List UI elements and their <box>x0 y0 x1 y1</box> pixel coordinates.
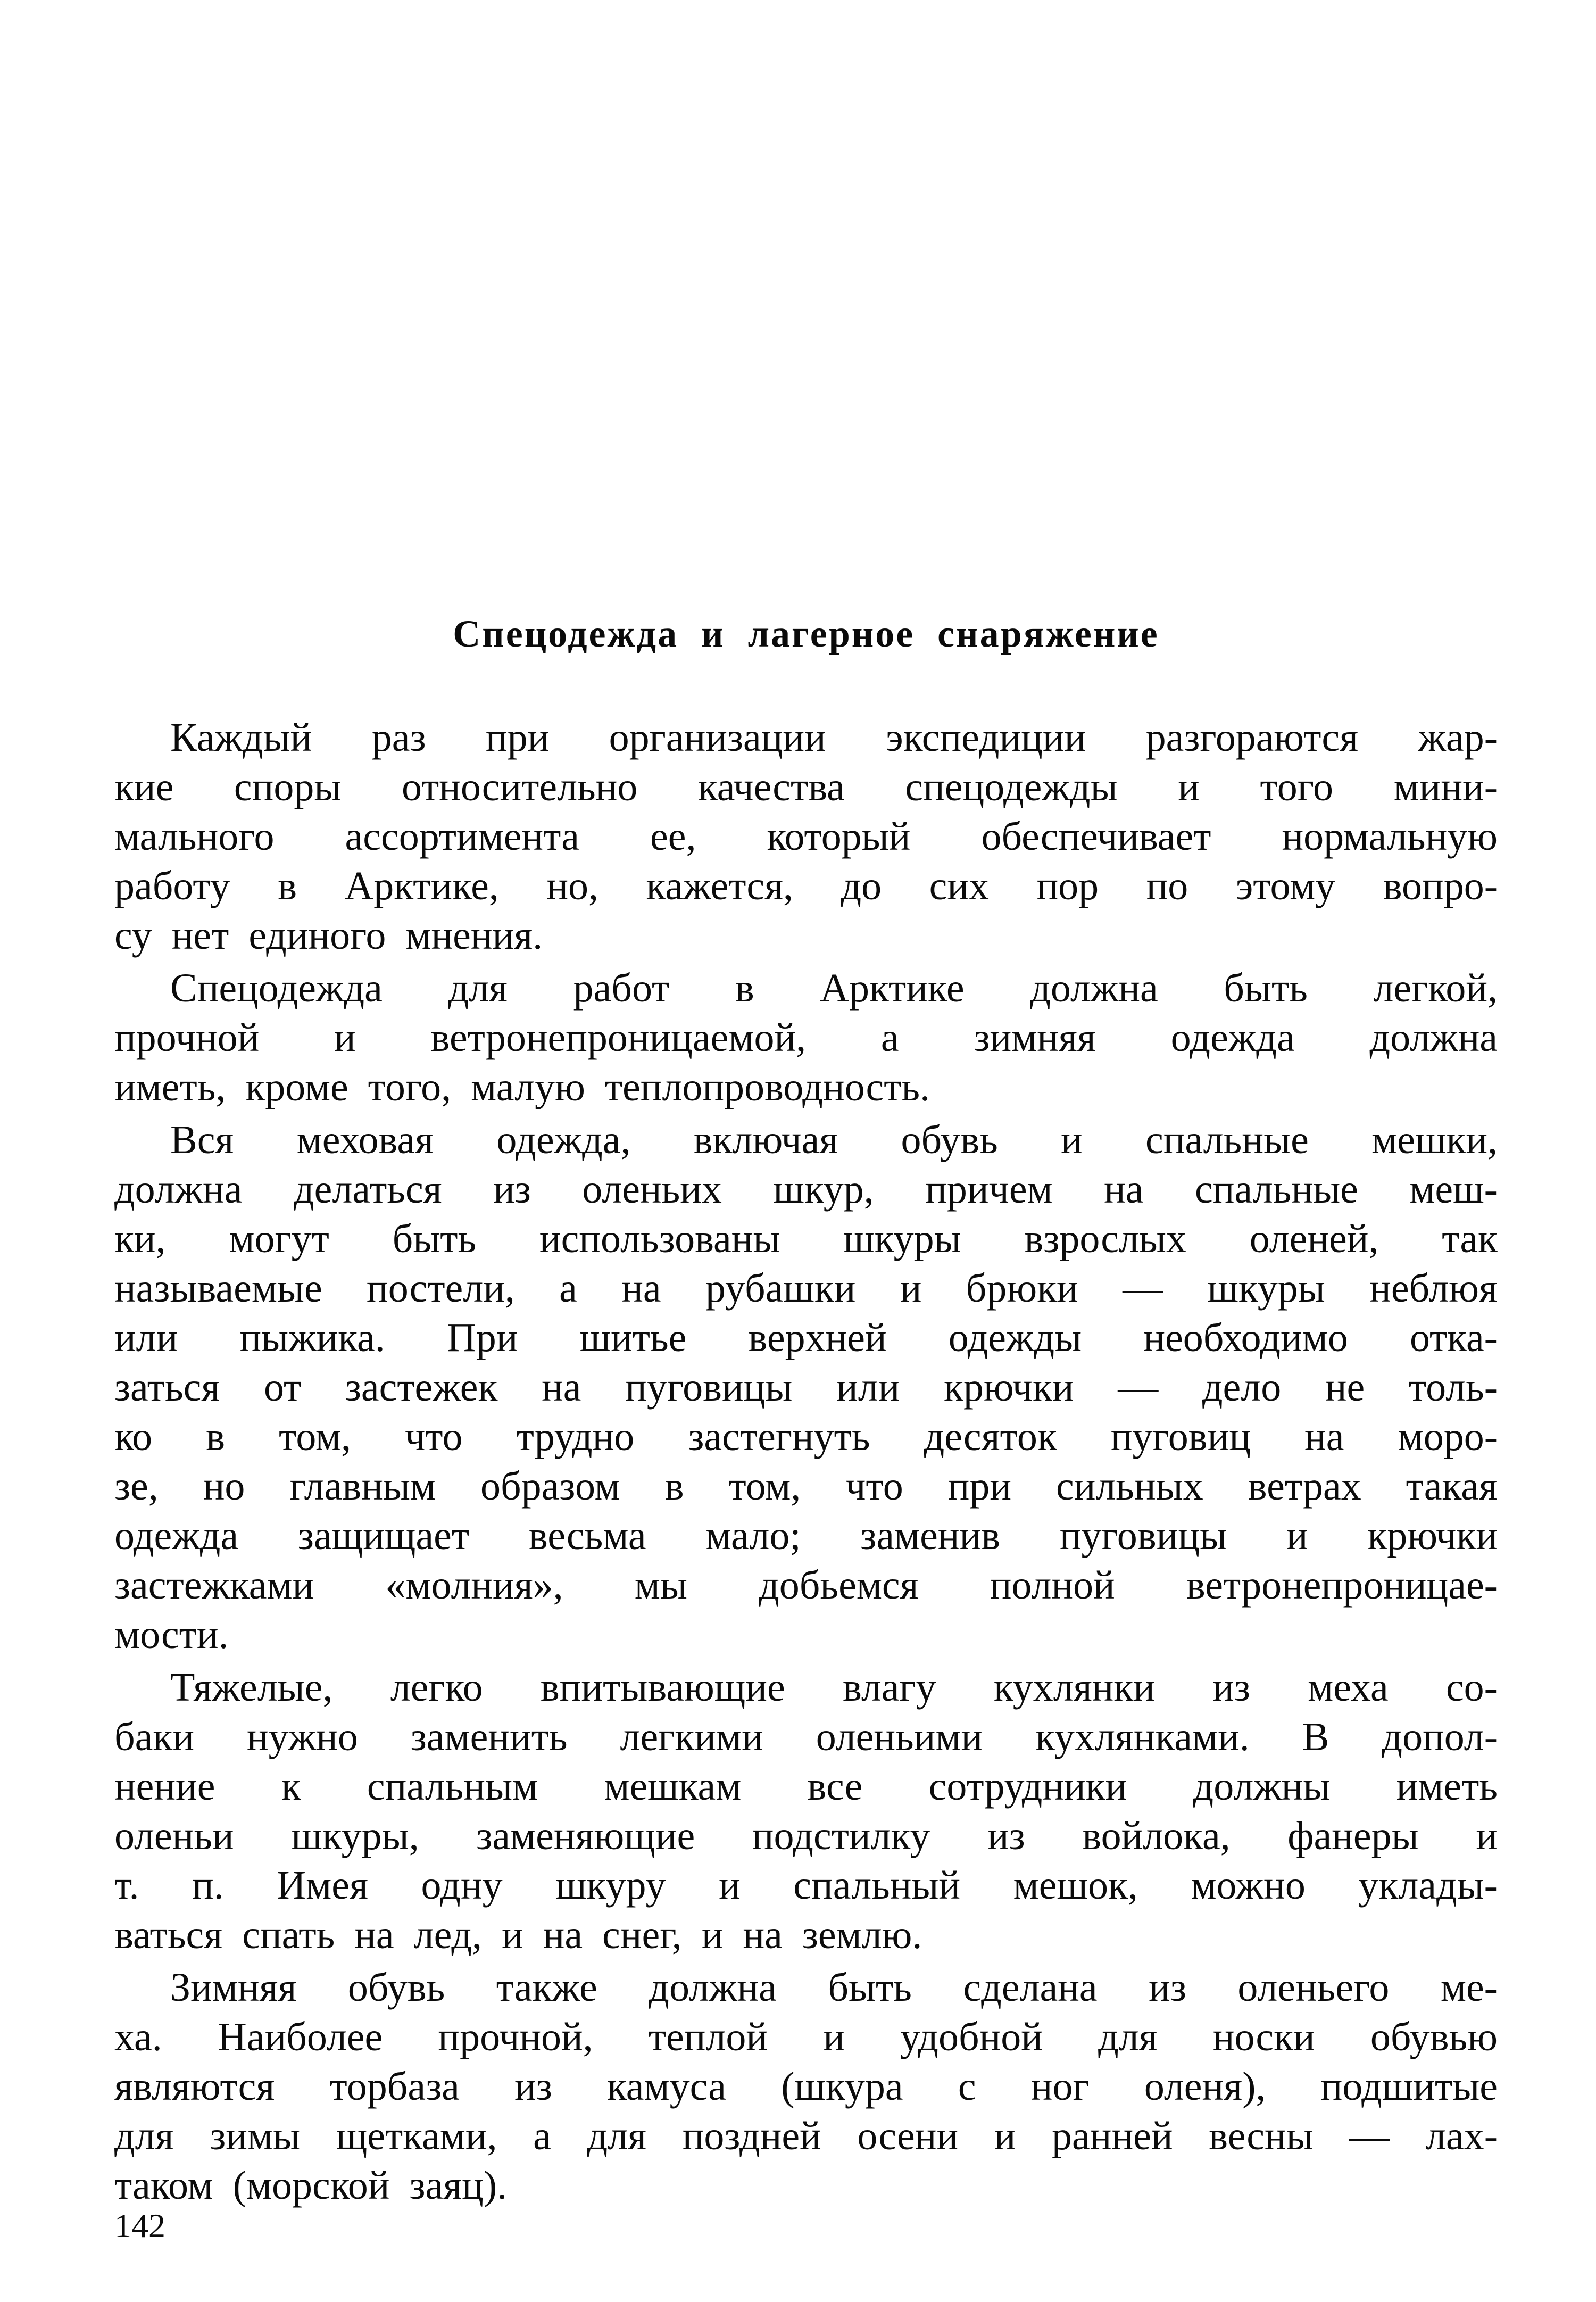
text-line: для зимы щетками, а для поздней осени и ранней весны — лах- <box>114 2114 1498 2158</box>
text-line: оленьи шкуры, заменяющие подстилку из войлока, фанеры и <box>114 1814 1498 1858</box>
text-line: Зимняя обувь также должна быть сделана из оленьего ме- <box>170 1965 1498 2010</box>
text-line: ха. Наиболее прочной, теплой и удобной для носки обувью <box>114 2015 1498 2059</box>
text-line: су нет единого мнения. <box>114 913 543 958</box>
text-line: прочной и ветронепроницаемой, а зимняя одежда должна <box>114 1015 1498 1060</box>
text-line: нение к спальным мешкам все сотрудники должны иметь <box>114 1764 1498 1809</box>
text-line: баки нужно заменить легкими оленьими кухлянками. В допол- <box>114 1715 1498 1759</box>
text-line: Тяжелые, легко впитывающие влагу кухлянки из меха со- <box>170 1665 1498 1710</box>
paragraph-5 <box>114 1963 1498 2210</box>
text-line: или пыжика. При шитье верхней одежды необходимо отка- <box>114 1315 1498 1360</box>
text-line: Спецодежда для работ в Арктике должна быть легкой, <box>170 966 1498 1011</box>
text-line: одежда защищает весьма мало; заменив пуговицы и крючки <box>114 1513 1498 1558</box>
text-line: мости. <box>114 1612 229 1657</box>
text-line: работу в Арктике, но, кажется, до сих пор по этому вопро- <box>114 864 1498 908</box>
paragraph-2 <box>114 964 1498 1112</box>
page-title: Спецодежда и лагерное снаряжение <box>453 612 1159 655</box>
text-line: иметь, кроме того, малую теплопроводность. <box>114 1065 930 1109</box>
text-line: Вся меховая одежда, включая обувь и спальные мешки, <box>170 1117 1498 1162</box>
text-line: застежками «молния», мы добьемся полной ветронепроницае- <box>114 1563 1498 1608</box>
text-line: кие споры относительно качества спецодежды и того мини- <box>114 765 1498 809</box>
text-line: ваться спать на лед, и на снег, и на землю. <box>114 1912 922 1957</box>
text-line: называемые постели, а на рубашки и брюки — шкуры неблюя <box>114 1266 1498 1311</box>
text-line: заться от застежек на пуговицы или крючки — дело не толь- <box>114 1365 1498 1410</box>
text-line: Каждый раз при организации экспедиции разгораются жар- <box>170 715 1498 760</box>
paragraph-1 <box>114 713 1498 960</box>
text-line: таком (морской заяц). <box>114 2163 508 2208</box>
paragraph-4 <box>114 1663 1498 1960</box>
text-line: ко в том, что трудно застегнуть десяток пуговиц на моро- <box>114 1414 1498 1459</box>
text-line: должна делаться из оленьих шкур, причем на спальные меш- <box>114 1167 1498 1212</box>
text-line: ки, могут быть использованы шкуры взрослых оленей, так <box>114 1216 1498 1261</box>
text-line: зе, но главным образом в том, что при сильных ветрах такая <box>114 1464 1498 1509</box>
text-line: мального ассортимента ее, который обеспечивает нормальную <box>114 814 1498 859</box>
page-number: 142 <box>114 2207 165 2245</box>
text-line: т. п. Имея одну шкуру и спальный мешок, можно уклады- <box>114 1863 1498 1908</box>
paragraph-3 <box>114 1115 1498 1660</box>
text-line: являются торбаза из камуса (шкура с ног оленя), подшитые <box>114 2064 1498 2109</box>
